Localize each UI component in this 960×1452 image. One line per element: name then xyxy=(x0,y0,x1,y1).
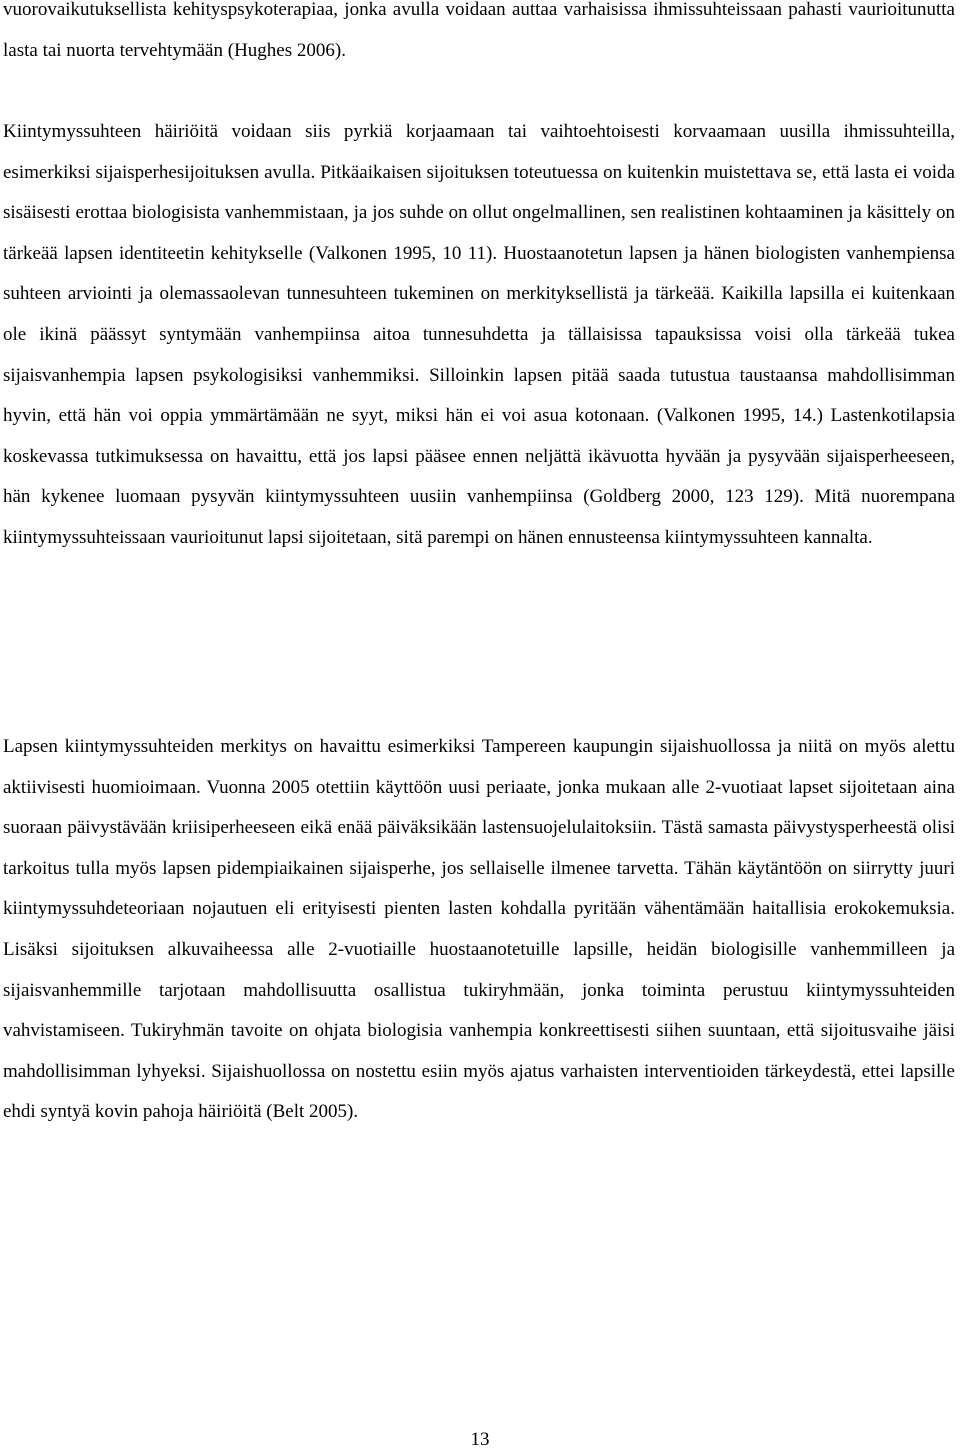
page-number: 13 xyxy=(470,1429,490,1450)
body-paragraph-2: Kiintymyssuhteen häiriöitä voidaan siis pyrkiä korjaamaan tai vaihtoehtoisesti korvaamaan uusilla ihmissuhteilla, esimerkiksi sijaisperhesijoituksen avulla. Pitkäaikaisen sijoituksen toteutuessa on kuitenkin muistettava se, että lasta ei voida sisäisesti erottaa biologisista vanhemmistaan, ja jos suhde on ollut ongelmallinen, sen realistinen kohtaaminen ja käsittely on tärkeää lapsen identiteetin kehitykselle (Valkonen 1995, 10 11). Huostaanotetun lapsen ja hänen biologisten vanhempiensa suhteen arviointi ja olemassaolevan tunnesuhteen tukeminen on merkityksellistä ja tärkeää. Kaikilla lapsilla ei kuitenkaan ole ikinä päässyt syntymään vanhempiinsa aitoa tunnesuhdetta ja tällaisissa tapauksissa voisi olla tärkeää tukea sijaisvanhempia lapsen psykologisiksi vanhemmiksi. Silloinkin lapsen pitää saada tutustua taustaansa mahdollisimman hyvin, että hän voi oppia ymmärtämään ne syyt, miksi hän ei voi asua kotonaan. (Valkonen 1995, 14.) Lastenkotilapsia koskevassa tutkimuksessa on havaittu, että jos lapsi pääsee ennen neljättä ikävuotta hyvään ja pysyvään sijaisperheeseen, hän kykenee luomaan pysyvän kiintymyssuhteen uusiin vanhempiinsa (Goldberg 2000, 123 129). Mitä nuorempana kiintymyssuhteissaan vaurioitunut lapsi sijoitetaan, sitä parempi on hänen ennusteensa kiintymyssuhteen kannalta. xyxy=(3,121,955,548)
body-paragraph-1: vuorovaikutuksellista kehityspsykoterapiaa, jonka avulla voidaan auttaa varhaisissa ihmissuhteissaan pahasti vaurioitunutta lasta tai nuorta tervehtymään (Hughes 2006). xyxy=(3,0,955,61)
document-page xyxy=(3,0,955,1451)
body-paragraph-3: Lapsen kiintymyssuhteiden merkitys on havaittu esimerkiksi Tampereen kaupungin sijaishuollossa ja niitä on myös alettu aktiivisesti huomioimaan. Vuonna 2005 otettiin käyttöön uusi periaate, jonka mukaan alle 2-vuotiaat lapset sijoitetaan aina suoraan päivystävään kriisiperheeseen eikä enää päiväksikään lastensuojelulaitoksiin. Tästä samasta päivystysperheestä olisi tarkoitus tulla myös lapsen pidempiaikainen sijaisperhe, jos sellaiselle ilmenee tarvetta. Tähän käytäntöön on siirrytty juuri kiintymyssuhdeteoriaan nojautuen eli erityisesti pienten lasten kohdalla pyritään vähentämään haitallisia erokokemuksia. Lisäksi sijoituksen alkuvaiheessa alle 2-vuotiaille huostaanotetuille lapsille, heidän biologisille vanhemmilleen ja sijaisvanhemmille tarjotaan mahdollisuutta osallistua tukiryhmään, jonka toiminta perustuu kiintymyssuhteiden vahvistamiseen. Tukiryhmän tavoite on ohjata biologisia vanhempia konkreettisesti siihen suuntaan, että sijoitusvaihe jäisi mahdollisimman lyhyeksi. Sijaishuollossa on nostettu esiin myös ajatus varhaisten interventioiden tärkeydestä, ettei lapsille ehdi syntyä kovin pahoja häiriöitä (Belt 2005). xyxy=(3,736,955,1123)
